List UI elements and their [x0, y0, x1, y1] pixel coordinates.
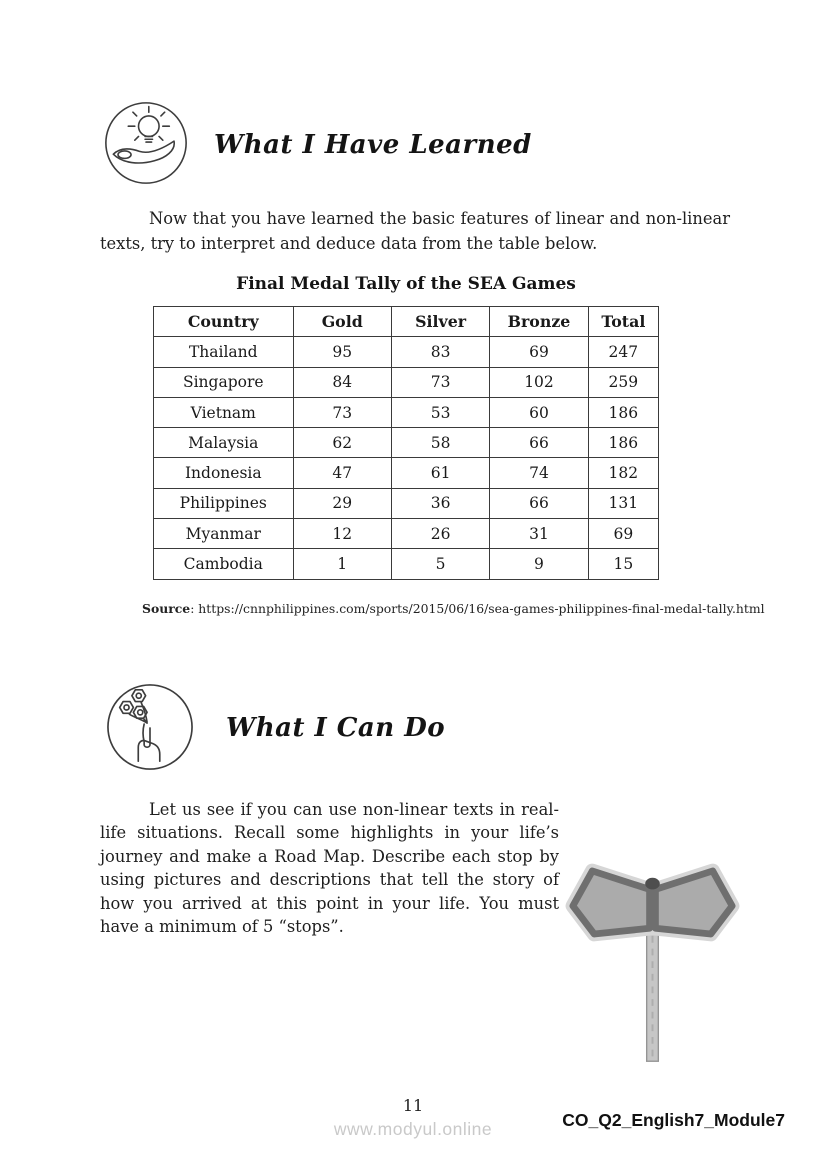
table-title: Final Medal Tally of the SEA Games — [236, 274, 576, 294]
medal-count-cell: 61 — [391, 458, 489, 488]
country-cell: Malaysia — [154, 428, 294, 458]
medal-count-cell: 182 — [588, 458, 658, 488]
country-cell: Cambodia — [154, 549, 294, 579]
medal-count-cell: 131 — [588, 488, 658, 518]
medal-count-cell: 31 — [490, 519, 588, 549]
medal-count-cell: 247 — [588, 337, 658, 367]
table-row — [154, 458, 659, 488]
table-row — [154, 488, 659, 518]
column-header: Gold — [293, 307, 391, 337]
medal-count-cell: 66 — [490, 488, 588, 518]
section-title-what-i-have-learned: What I Have Learned — [214, 130, 532, 160]
column-header: Bronze — [490, 307, 588, 337]
medal-count-cell: 259 — [588, 367, 658, 397]
medal-count-cell: 15 — [588, 549, 658, 579]
medal-table-head-row — [154, 307, 659, 337]
table-row — [154, 428, 659, 458]
table-row — [154, 367, 659, 397]
intro-paragraph: Now that you have learned the basic features of linear and non-linear texts, try to interpret and deduce data from the table below. — [100, 209, 730, 253]
table-row — [154, 549, 659, 579]
medal-count-cell: 95 — [293, 337, 391, 367]
column-header: Silver — [391, 307, 489, 337]
country-cell: Singapore — [154, 367, 294, 397]
hand-flowers-icon — [106, 683, 194, 771]
medal-count-cell: 73 — [293, 397, 391, 427]
module-code: CO_Q2_English7_Module7 — [562, 1110, 785, 1130]
medal-count-cell: 66 — [490, 428, 588, 458]
medal-count-cell: 47 — [293, 458, 391, 488]
medal-count-cell: 102 — [490, 367, 588, 397]
column-header: Total — [588, 307, 658, 337]
medal-count-cell: 60 — [490, 397, 588, 427]
medal-count-cell: 186 — [588, 397, 658, 427]
medal-count-cell: 58 — [391, 428, 489, 458]
medal-count-cell: 74 — [490, 458, 588, 488]
medal-count-cell: 5 — [391, 549, 489, 579]
medal-count-cell: 26 — [391, 519, 489, 549]
country-cell: Indonesia — [154, 458, 294, 488]
medal-count-cell: 12 — [293, 519, 391, 549]
medal-count-cell: 69 — [490, 337, 588, 367]
section-title-what-i-can-do: What I Can Do — [226, 713, 446, 743]
column-header: Country — [154, 307, 294, 337]
medal-count-cell: 83 — [391, 337, 489, 367]
watermark: www.modyul.online — [333, 1119, 493, 1139]
source-label: Source — [142, 601, 191, 616]
medal-count-cell: 84 — [293, 367, 391, 397]
medal-count-cell: 186 — [588, 428, 658, 458]
medal-count-cell: 69 — [588, 519, 658, 549]
source-url: : https://cnnphilippines.com/sports/2015/06/16/sea-games-philippines-final-medal-tally.html — [190, 601, 765, 616]
lightbulb-hand-icon — [104, 101, 188, 185]
medal-table-body — [154, 337, 659, 579]
table-row — [154, 397, 659, 427]
medal-count-cell: 53 — [391, 397, 489, 427]
table-row — [154, 519, 659, 549]
road-sign-illustration — [565, 836, 740, 1073]
country-cell: Philippines — [154, 488, 294, 518]
activity-paragraph: Let us see if you can use non-linear texts in real-life situations. Recall some highlights in your life’s journey and make a Road Map. Describe each stop by using pictures and descriptions that tell the story of how you arrived at this point in your life. You must have a minimum of 5 “stops”. — [100, 800, 559, 937]
source-citation — [142, 601, 765, 616]
medal-count-cell: 1 — [293, 549, 391, 579]
table-row — [154, 337, 659, 367]
medal-count-cell: 36 — [391, 488, 489, 518]
medal-table — [153, 306, 659, 580]
country-cell: Vietnam — [154, 397, 294, 427]
country-cell: Myanmar — [154, 519, 294, 549]
page-number: 11 — [402, 1096, 424, 1115]
medal-count-cell: 62 — [293, 428, 391, 458]
medal-count-cell: 9 — [490, 549, 588, 579]
medal-count-cell: 29 — [293, 488, 391, 518]
medal-count-cell: 73 — [391, 367, 489, 397]
country-cell: Thailand — [154, 337, 294, 367]
